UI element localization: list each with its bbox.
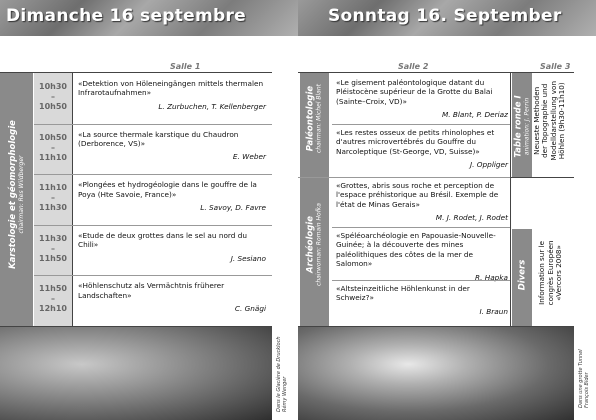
divers-label: Divers xyxy=(517,259,528,291)
talk-item: «Les restes osseux de petits rhinolophes et d'autres microvertébrés du Gouffre du Narcoleptique (St-George, VD, Suisse)» J. Oppliger xyxy=(336,128,508,170)
room-label-1: Salle 1 xyxy=(170,62,201,71)
row-separator xyxy=(34,124,272,125)
slot-time: 11h30 – 11h50 xyxy=(39,233,67,263)
slot-time: 10h50 – 11h10 xyxy=(39,132,67,162)
right-page xyxy=(298,0,596,420)
room-label-3: Salle 3 xyxy=(540,62,571,71)
photo-credit-right: Dans une grotte Tunnel François Bider xyxy=(578,349,590,408)
column-divider-2 xyxy=(510,73,511,326)
column-divider xyxy=(72,73,73,326)
slot-time: 10h30 – 10h50 xyxy=(39,82,67,111)
slot-time: 11h10 – 11h30 xyxy=(39,183,67,213)
talk-item: «Höhlenschutz als Vermächtnis früherer Landschaften» C. Gnägi xyxy=(78,281,266,314)
right-banner xyxy=(298,0,596,36)
table-ronde-label: Table ronde I animation: J. Perrin xyxy=(513,95,531,158)
row-separator xyxy=(298,177,510,178)
talk-item: «Grottes, abris sous roche et perception de l'espace préhistorique au Brésil. Exemple de l'état de Minas Gerais» M. J. Rodet, J. Rodet xyxy=(336,181,508,223)
archeo-label: Archéologie chairwoman: Romain Hofka xyxy=(305,203,323,286)
row-separator xyxy=(34,174,272,175)
salle3-separator xyxy=(510,177,574,178)
right-heading: Sonntag 16. September xyxy=(328,6,562,26)
talk-item: «Plongées et hydrogéologie dans le gouffre de la Poya (Hte Savoie, France)» L. Savoy, D. Favre xyxy=(78,180,266,212)
session-label: Karstologie et géomorphologie chairman: Res Wildberger xyxy=(8,120,25,269)
paleo-label: Paléontologie chairman: Michel Blant xyxy=(305,84,323,153)
divers-text: Information sur le congrès Européen «Vercors 2008» xyxy=(537,240,564,306)
talk-item: «Detektion von Höleneingängen mittels thermalen Infrarotaufnahmen» L. Zurbuchen, T. Kellenberger xyxy=(78,79,266,111)
talk-item: «Altsteinzeitliche Höhlenkunst in der Schweiz?» I. Braun xyxy=(336,284,508,316)
photo-credit-left: Dans le Glacière de Druckloch Rémy Wenger xyxy=(276,336,288,412)
left-banner xyxy=(0,0,298,36)
talk-item: «La source thermale karstique du Chaudron (Derborence, VS)» E. Weber xyxy=(78,129,266,162)
talk-item: «Spéléoarchéologie en Papouasie-Nouvelle-Guinée; à la découverte des mines paléolithiques des côtes de la mer de Salomon» R. Hapka xyxy=(336,231,508,282)
row-separator xyxy=(332,227,510,228)
row-separator xyxy=(332,280,510,281)
row-separator xyxy=(34,225,272,226)
left-heading: Dimanche 16 septembre xyxy=(6,6,246,26)
talk-item: «Etude de deux grottes dans le sel au nord du Chili» J. Sesiano xyxy=(78,230,266,263)
cave-photo xyxy=(0,327,272,420)
room-label-2: Salle 2 xyxy=(398,62,429,71)
talk-item: «Le gisement paléontologique datant du Pléistocène supérieur de la Grotte du Balai (Sainte–Croix, VD)» M. Blant, P. Deriaz xyxy=(336,78,508,120)
row-separator xyxy=(34,275,272,276)
caver-photo xyxy=(298,327,574,420)
row-separator xyxy=(332,124,510,125)
slot-time: 11h50 – 12h10 xyxy=(39,284,67,314)
table-ronde-text: Neueste Methoden der Topographie und Modelldarstellung von Höhlen (9h30-11h10) xyxy=(532,80,567,161)
